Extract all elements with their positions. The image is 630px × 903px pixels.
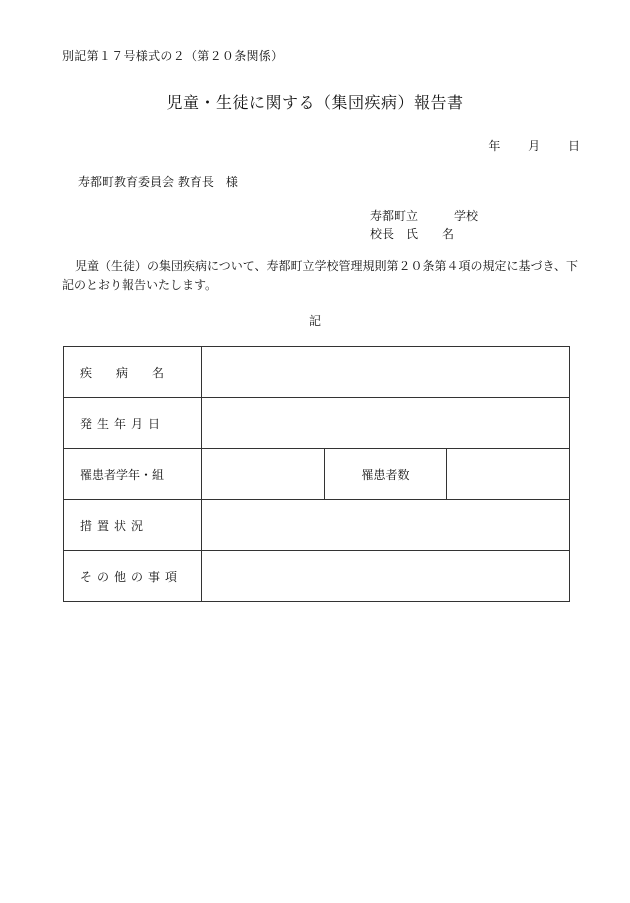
body-text: 児童（生徒）の集団疾病について、寿都町立学校管理規則第２０条第４項の規定に基づき、下記のとおり報告いたします。	[62, 259, 579, 292]
affected-grade-class-field[interactable]	[202, 449, 325, 500]
sender-principal: 校長 氏 名	[370, 227, 455, 241]
date-line: 年 月 日	[488, 139, 580, 153]
disease-name-field[interactable]	[202, 347, 570, 398]
other-matters-field[interactable]	[202, 551, 570, 602]
onset-date-label: 発生年月日	[64, 398, 202, 449]
document-title: 児童・生徒に関する（集団疾病）報告書	[166, 93, 464, 112]
table-row	[64, 398, 570, 449]
sender-school: 寿都町立 学校	[370, 209, 479, 223]
onset-date-field[interactable]	[202, 398, 570, 449]
ki-heading: 記	[308, 314, 321, 328]
report-table	[63, 346, 570, 602]
affected-count-field[interactable]	[447, 449, 570, 500]
table-row	[64, 500, 570, 551]
affected-grade-class-label: 罹患者学年・組	[64, 449, 202, 500]
measures-status-field[interactable]	[202, 500, 570, 551]
affected-count-label: 罹患者数	[324, 449, 447, 500]
table-row	[64, 551, 570, 602]
recipient: 寿都町教育委員会 教育長 様	[78, 175, 238, 189]
form-number-label: 別記第１７号様式の２（第２０条関係）	[62, 49, 284, 63]
other-matters-label: その他の事項	[64, 551, 202, 602]
measures-status-label: 措置状況	[64, 500, 202, 551]
sender-block	[370, 207, 478, 243]
disease-name-label: 疾病名	[64, 347, 202, 398]
table-row	[64, 347, 570, 398]
table-row	[64, 449, 570, 500]
